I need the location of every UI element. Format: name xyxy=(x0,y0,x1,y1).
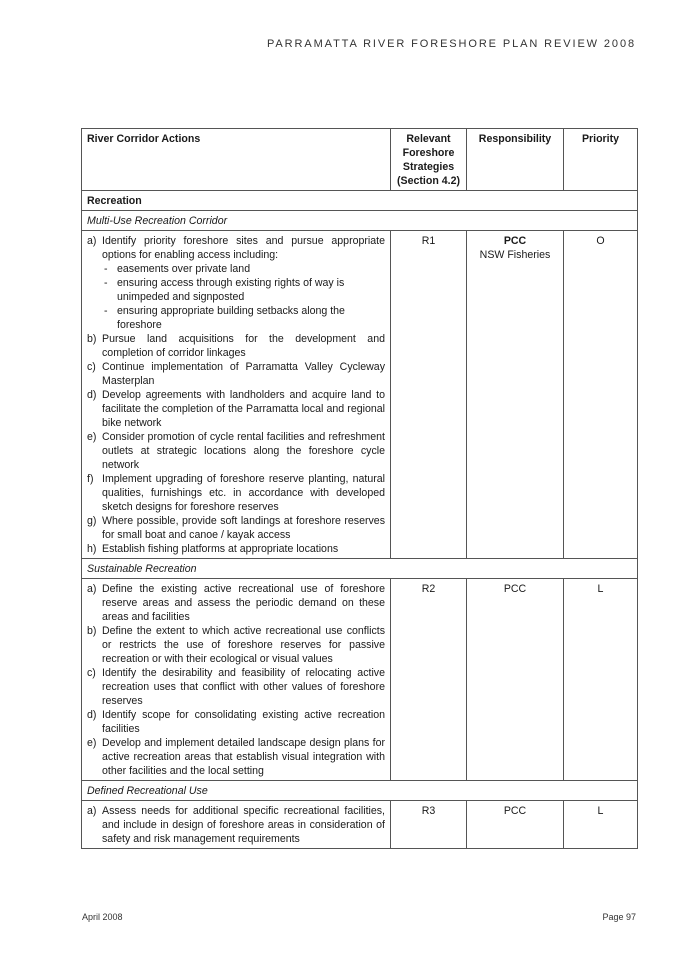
action-item xyxy=(87,234,385,332)
header-responsibility: Responsibility xyxy=(467,129,564,191)
action-item xyxy=(87,666,385,708)
action-item xyxy=(87,514,385,542)
header-actions: River Corridor Actions xyxy=(82,129,391,191)
action-letter: e) xyxy=(87,737,97,749)
action-item xyxy=(87,388,385,430)
action-text: Develop agreements with landholders and acquire land to facilitate the completion of the Parramatta local and regional bike network xyxy=(102,389,385,429)
action-item xyxy=(87,332,385,360)
action-item xyxy=(87,360,385,388)
document-header: PARRAMATTA RIVER FORESHORE PLAN REVIEW 2008 xyxy=(267,38,636,50)
action-text: Establish fishing platforms at appropriate locations xyxy=(102,543,339,555)
responsibility-sub: NSW Fisheries xyxy=(479,249,551,261)
action-text: Define the existing active recreational use of foreshore reserve areas and assess the periodic demand on these areas and facilities xyxy=(102,583,385,623)
action-text: Assess needs for additional specific recreational facilities, and include in design of foreshore areas in consideration of safety and risk management requirements xyxy=(102,805,385,845)
priority-cell: O xyxy=(564,231,638,559)
action-letter: c) xyxy=(87,667,96,679)
action-item xyxy=(87,708,385,736)
action-text: Continue implementation of Parramatta Valley Cycleway Masterplan xyxy=(102,361,385,387)
strategy-cell: R1 xyxy=(391,231,467,559)
action-text: Identify the desirability and feasibility of relocating active recreation uses that conflict with other values of foreshore reserves xyxy=(102,667,385,707)
action-item xyxy=(87,430,385,472)
action-text: Identify scope for consolidating existing active recreation facilities xyxy=(102,709,385,735)
action-letter: f) xyxy=(87,473,94,485)
action-letter: d) xyxy=(87,709,97,721)
group-title-row xyxy=(82,559,638,579)
footer-date: April 2008 xyxy=(82,912,123,922)
actions-cell xyxy=(82,801,391,849)
strategy-cell: R2 xyxy=(391,579,467,781)
header-strategies xyxy=(391,129,467,191)
responsibility-main: PCC xyxy=(503,583,527,595)
responsibility-cell xyxy=(467,231,564,559)
sub-item: - easements over private land xyxy=(104,263,251,275)
sub-item-text: ensuring access through existing rights of way is unimpeded and signposted xyxy=(117,277,345,303)
header-priority: Priority xyxy=(564,129,638,191)
group-row xyxy=(82,579,638,781)
action-letter: h) xyxy=(87,543,97,555)
group-title: Multi-Use Recreation Corridor xyxy=(82,211,638,231)
action-text: Identify priority foreshore sites and pursue appropriate options for enabling access including: xyxy=(102,235,385,261)
action-text: Where possible, provide soft landings at foreshore reserves for small boat and canoe / kayak access xyxy=(102,515,385,541)
header-strategies-line: Strategies xyxy=(402,161,455,173)
action-letter: c) xyxy=(87,361,96,373)
action-letter: d) xyxy=(87,389,97,401)
action-letter: a) xyxy=(87,583,97,595)
responsibility-main: PCC xyxy=(503,805,527,817)
sub-item-text: easements over private land xyxy=(117,263,251,275)
action-item xyxy=(87,542,385,556)
action-text: Develop and implement detailed landscape design plans for active recreation areas that establish visual integration with other facilities and the local setting xyxy=(102,737,385,777)
strategy-cell: R3 xyxy=(391,801,467,849)
table-header-row xyxy=(82,129,638,191)
footer-page-number: Page 97 xyxy=(602,912,636,922)
action-item xyxy=(87,582,385,624)
river-corridor-actions-table xyxy=(81,128,638,849)
actions-cell xyxy=(82,579,391,781)
section-row xyxy=(82,191,638,211)
action-letter: e) xyxy=(87,431,97,443)
group-title: Sustainable Recreation xyxy=(82,559,638,579)
responsibility-cell xyxy=(467,579,564,781)
group-title: Defined Recreational Use xyxy=(82,781,638,801)
header-strategies-line: (Section 4.2) xyxy=(397,175,460,187)
sub-item: - ensuring appropriate building setbacks along the foreshore xyxy=(104,305,345,331)
header-strategies-line: Relevant xyxy=(406,133,451,145)
action-item xyxy=(87,736,385,778)
responsibility-cell xyxy=(467,801,564,849)
responsibility-main: PCC xyxy=(503,235,527,247)
action-letter: a) xyxy=(87,805,97,817)
action-text: Pursue land acquisitions for the development and completion of corridor linkages xyxy=(102,333,385,359)
action-item xyxy=(87,472,385,514)
priority-cell: L xyxy=(564,801,638,849)
action-letter: b) xyxy=(87,625,97,637)
priority-cell: L xyxy=(564,579,638,781)
header-strategies-line: Foreshore xyxy=(402,147,455,159)
group-row xyxy=(82,231,638,559)
action-text: Implement upgrading of foreshore reserve planting, natural qualities, furnishings etc. in accordance with developed sketch designs for foreshore reserves xyxy=(102,473,385,513)
actions-cell xyxy=(82,231,391,559)
sub-item: - ensuring access through existing rights of way is unimpeded and signposted xyxy=(104,277,345,303)
section-title: Recreation xyxy=(82,191,638,211)
action-item xyxy=(87,804,385,846)
action-letter: g) xyxy=(87,515,97,527)
action-letter: b) xyxy=(87,333,97,345)
action-text: Define the extent to which active recreational use conflicts or restricts the use of foreshore reserves for passive recreation or with their ecological or visual values xyxy=(102,625,385,665)
group-title-row xyxy=(82,781,638,801)
sub-item-text: ensuring appropriate building setbacks along the foreshore xyxy=(117,305,345,331)
group-row xyxy=(82,801,638,849)
group-title-row xyxy=(82,211,638,231)
action-text: Consider promotion of cycle rental facilities and refreshment outlets at strategic locations along the foreshore cycle network xyxy=(102,431,385,471)
action-item xyxy=(87,624,385,666)
action-letter: a) xyxy=(87,235,97,247)
